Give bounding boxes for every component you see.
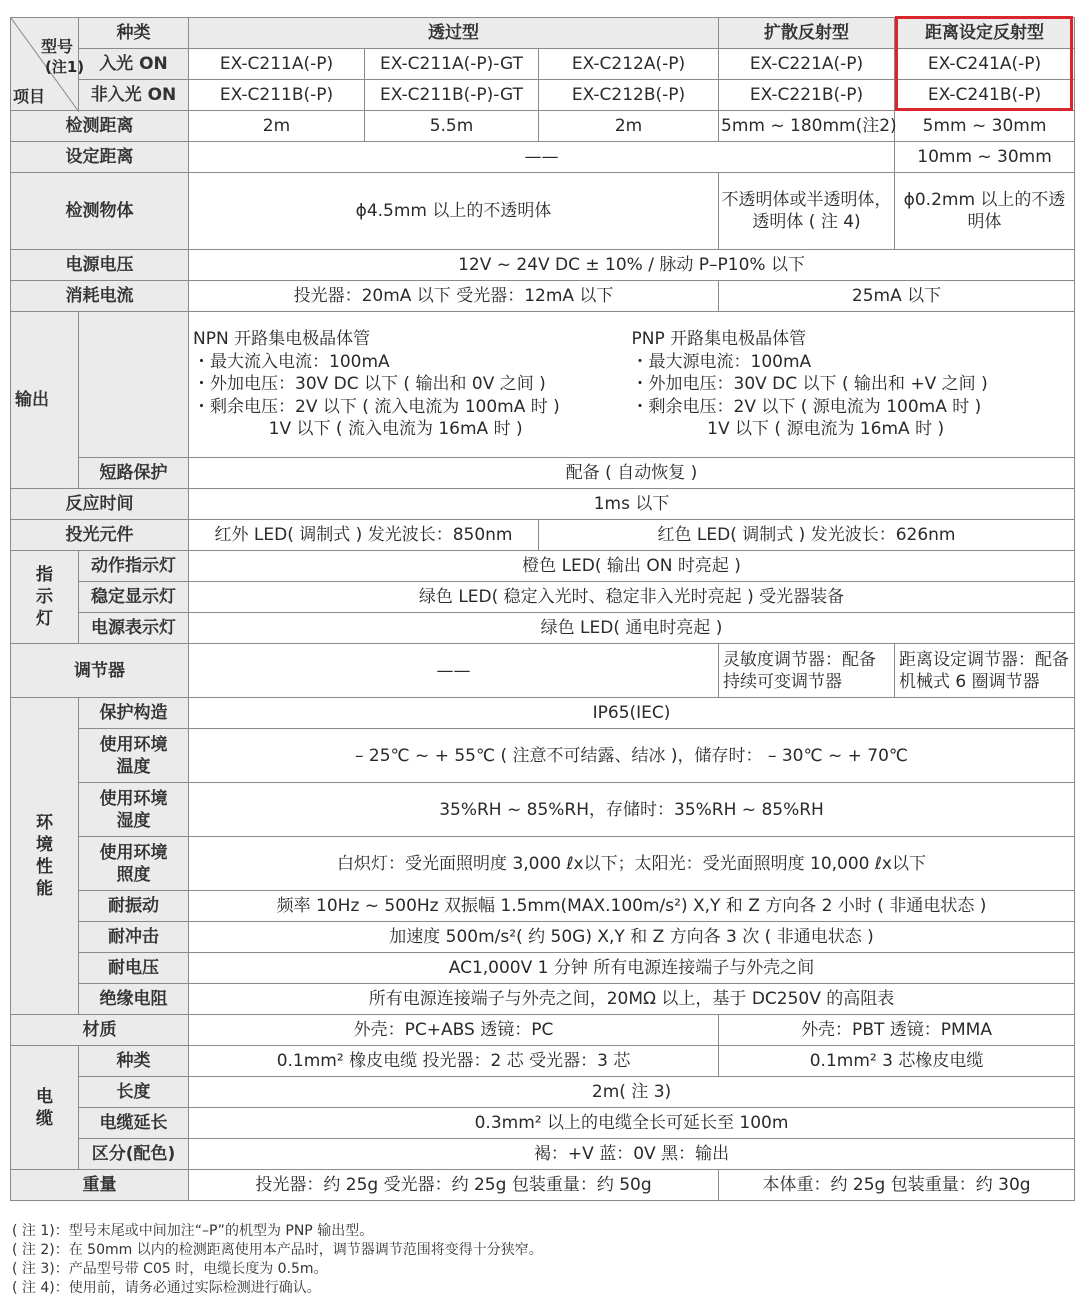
emitter-value-1: 红外 LED( 调制式 ) 发光波长：850nm [189, 520, 539, 551]
model-off-3: EX-C212B(-P) [539, 80, 719, 111]
set-dist-dash: —— [189, 142, 895, 173]
supply-label: 电源电压 [11, 250, 189, 281]
set-dist-label: 设定距离 [11, 142, 189, 173]
ins-label: 绝缘电阻 [79, 984, 189, 1015]
material-value-2: 外壳：PBT 透镜：PMMA [719, 1015, 1075, 1046]
ins-value: 所有电源连接端子与外壳之间，20MΩ 以上，基于 DC250V 的高阻表 [189, 984, 1075, 1015]
output-npn: NPN 开路集电极晶体管 ・最大流入电流：100mA ・外加电压：30V DC 以下 ( 输出和 0V 之间 ) ・剩余电压：2V 以下 ( 流入电流为 100mA 时 ) 1V 以下 ( 流入电流为 16mA 时 ) [193, 329, 560, 440]
cable-type-value-2: 0.1mm² 3 芯橡皮电缆 [719, 1046, 1075, 1077]
light-on-label: 入光 ON [79, 49, 189, 80]
cable-len-label: 长度 [79, 1077, 189, 1108]
output-block [189, 312, 1075, 458]
stab-indicator-label: 稳定显示灯 [79, 582, 189, 613]
detect-dist-2: 5.5m [365, 111, 539, 142]
temp-label: 使用环境温度 [79, 729, 189, 783]
shock-label: 耐冲击 [79, 922, 189, 953]
set-dist-value: 10mm ~ 30mm [895, 142, 1075, 173]
model-off-1: EX-C211B(-P) [189, 80, 365, 111]
cable-ext-label: 电缆延长 [79, 1108, 189, 1139]
type-thru: 透过型 [189, 18, 719, 49]
detect-dist-1: 2m [189, 111, 365, 142]
lux-label: 使用环境照度 [79, 837, 189, 891]
detect-obj-1: ϕ4.5mm 以上的不透明体 [189, 173, 719, 250]
pwr-indicator-value: 绿色 LED( 通电时亮起 ) [189, 613, 1075, 644]
spec-table [10, 17, 1075, 1201]
model-on-1: EX-C211A(-P) [189, 49, 365, 80]
model-on-2: EX-C211A(-P)-GT [365, 49, 539, 80]
current-label: 消耗电流 [11, 281, 189, 312]
cable-type-label: 种类 [79, 1046, 189, 1077]
detect-obj-3: ϕ0.2mm 以上的不透明体 [895, 173, 1075, 250]
cable-len-value: 2m( 注 3) [189, 1077, 1075, 1108]
indicator-group: 指示灯 [11, 551, 79, 644]
detect-obj-label: 检测物体 [11, 173, 189, 250]
detect-dist-label: 检测距离 [11, 111, 189, 142]
stab-indicator-value: 绿色 LED( 稳定入光时、稳定非入光时亮起 ) 受光器装备 [189, 582, 1075, 613]
type-label: 种类 [79, 18, 189, 49]
current-value-2: 25mA 以下 [719, 281, 1075, 312]
temp-value: – 25℃ ~ + 55℃ ( 注意不可结露、结冰 )，储存时： – 30℃ ~ + 70℃ [189, 729, 1075, 783]
response-label: 反应时间 [11, 489, 189, 520]
protect-label: 保护构造 [79, 698, 189, 729]
output-label-spacer [79, 312, 189, 458]
emitter-value-2: 红色 LED( 调制式 ) 发光波长：626nm [539, 520, 1075, 551]
corner-model: 型号 [41, 37, 74, 56]
footnote-4: ( 注 4)：使用前，请务必通过实际检测进行确认。 [12, 1280, 321, 1296]
volt-label: 耐电压 [79, 953, 189, 984]
cable-group: 电缆 [11, 1046, 79, 1170]
adjuster-value-1: 灵敏度调节器：配备持续可变调节器 [719, 644, 895, 698]
output-pnp: PNP 开路集电极晶体管 ・最大源电流：100mA ・外加电压：30V DC 以下 ( 输出和 +V 之间 ) ・剩余电压：2V 以下 ( 源电流为 100mA 时 ) 1V 以下 ( 源电流为 16mA 时 ) [631, 329, 988, 440]
response-value: 1ms 以下 [189, 489, 1075, 520]
detect-dist-3: 2m [539, 111, 719, 142]
shock-value: 加速度 500m/s²( 约 50G) X,Y 和 Z 方向各 3 次 ( 非通电状态 ) [189, 922, 1075, 953]
type-diffuse: 扩散反射型 [719, 18, 895, 49]
model-on-4: EX-C221A(-P) [719, 49, 895, 80]
short-label: 短路保护 [79, 458, 189, 489]
model-on-5: EX-C241A(-P) [895, 49, 1075, 80]
adjuster-label: 调节器 [11, 644, 189, 698]
cable-ext-value: 0.3mm² 以上的电缆全长可延长至 100m [189, 1108, 1075, 1139]
adjuster-dash: —— [189, 644, 719, 698]
vib-label: 耐振动 [79, 891, 189, 922]
output-label: 输出 [11, 312, 79, 489]
weight-value-2: 本体重：约 25g 包装重量：约 30g [719, 1170, 1075, 1201]
header-corner [11, 18, 85, 111]
model-on-3: EX-C212A(-P) [539, 49, 719, 80]
weight-value-1: 投光器：约 25g 受光器：约 25g 包装重量：约 50g [189, 1170, 719, 1201]
model-off-4: EX-C221B(-P) [719, 80, 895, 111]
footnotes [12, 1222, 543, 1298]
detect-dist-4: 5mm ~ 180mm(注2) [719, 111, 895, 142]
cable-color-label: 区分(配色) [79, 1139, 189, 1170]
light-off-label: 非入光 ON [79, 80, 189, 111]
cable-color-value: 褐：+V 蓝：0V 黑：输出 [189, 1139, 1075, 1170]
weight-label: 重量 [11, 1170, 189, 1201]
corner-item: 项目 [13, 87, 46, 106]
env-group: 环境性能 [11, 698, 79, 1015]
footnote-1: ( 注 1)：型号末尾或中间加注“–P”的机型为 PNP 输出型。 [12, 1223, 374, 1239]
type-distance: 距离设定反射型 [895, 18, 1075, 49]
emitter-label: 投光元件 [11, 520, 189, 551]
protect-value: IP65(IEC) [189, 698, 1075, 729]
material-label: 材质 [11, 1015, 189, 1046]
current-value-1: 投光器：20mA 以下 受光器：12mA 以下 [189, 281, 719, 312]
supply-value: 12V ~ 24V DC ± 10% / 脉动 P–P10% 以下 [189, 250, 1075, 281]
adjuster-value-2: 距离设定调节器：配备机械式 6 圈调节器 [895, 644, 1075, 698]
hum-value: 35%RH ~ 85%RH，存储时：35%RH ~ 85%RH [189, 783, 1075, 837]
cable-type-value-1: 0.1mm² 橡皮电缆 投光器：2 芯 受光器：3 芯 [189, 1046, 719, 1077]
detect-obj-2: 不透明体或半透明体，透明体 ( 注 4) [719, 173, 895, 250]
vib-value: 频率 10Hz ~ 500Hz 双振幅 1.5mm(MAX.100m/s²) X,Y 和 Z 方向各 2 小时 ( 非通电状态 ) [189, 891, 1075, 922]
op-indicator-value: 橙色 LED( 输出 ON 时亮起 ) [189, 551, 1075, 582]
model-off-5: EX-C241B(-P) [895, 80, 1075, 111]
hum-label: 使用环境湿度 [79, 783, 189, 837]
footnote-3: ( 注 3)：产品型号带 C05 时，电缆长度为 0.5m。 [12, 1261, 328, 1277]
corner-note: (注1) [45, 58, 85, 76]
pwr-indicator-label: 电源表示灯 [79, 613, 189, 644]
model-off-2: EX-C211B(-P)-GT [365, 80, 539, 111]
op-indicator-label: 动作指示灯 [79, 551, 189, 582]
material-value-1: 外壳：PC+ABS 透镜：PC [189, 1015, 719, 1046]
volt-value: AC1,000V 1 分钟 所有电源连接端子与外壳之间 [189, 953, 1075, 984]
detect-dist-5: 5mm ~ 30mm [895, 111, 1075, 142]
short-value: 配备 ( 自动恢复 ) [189, 458, 1075, 489]
lux-value: 白炽灯：受光面照明度 3,000 ℓx以下；太阳光：受光面照明度 10,000 ℓx以下 [189, 837, 1075, 891]
footnote-2: ( 注 2)：在 50mm 以内的检测距离使用本产品时，调节器调节范围将变得十分狭窄。 [12, 1242, 543, 1258]
